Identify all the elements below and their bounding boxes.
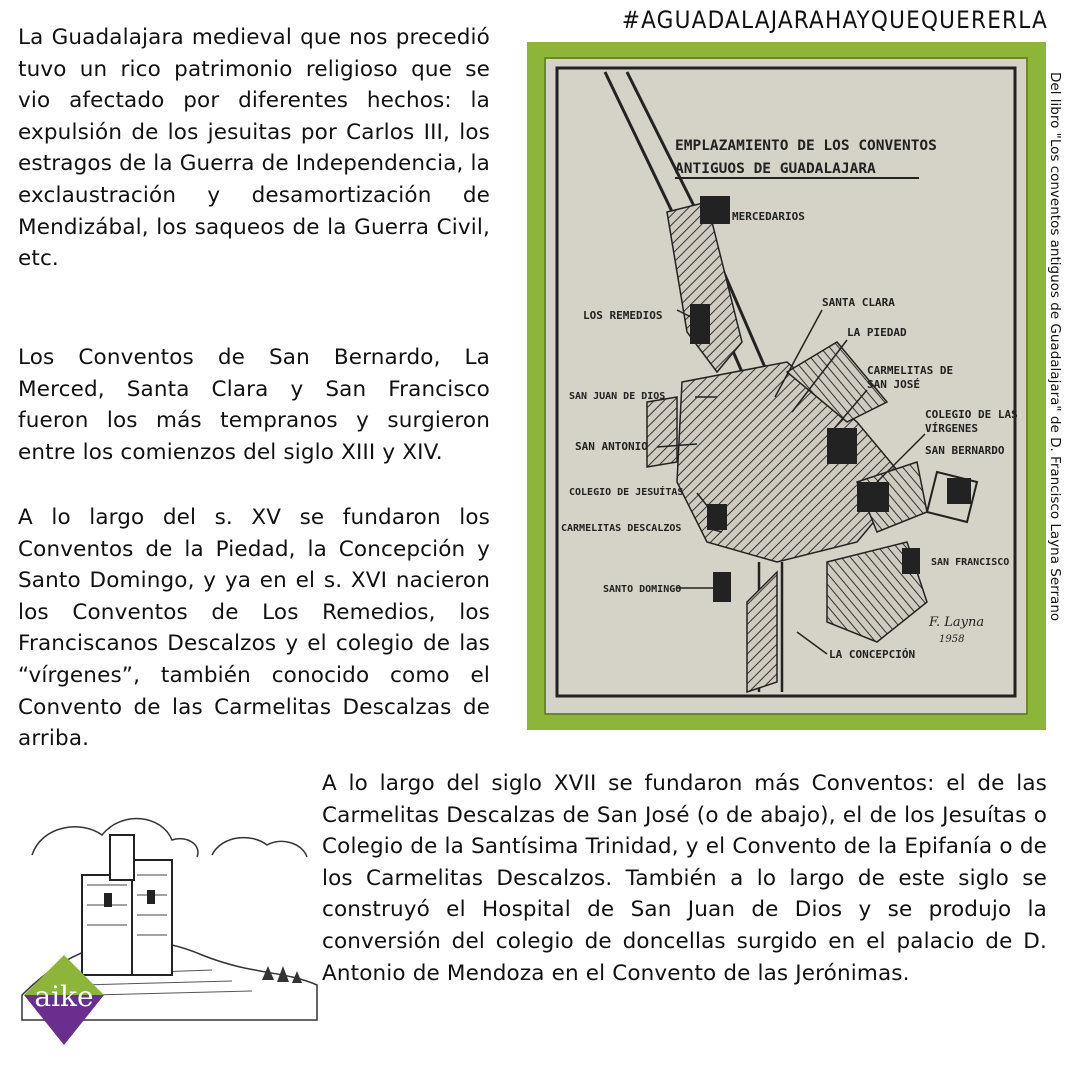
label-la-piedad: LA PIEDAD (847, 326, 907, 339)
castle-illustration (12, 795, 322, 1065)
label-colegio-virgenes-1: COLEGIO DE LAS (925, 408, 1018, 421)
paragraph-xv-xvi: A lo largo del s. XV se fundaron los Conventos de la Piedad, la Concepción y Santo Domingo, y ya en el s. XVI nacieron los Conventos de Los Remedios, los Franciscanos Descalzos y el colegio de las “vírgenes”, también conocido como el Convento de las Carmelitas Descalzas de arriba. (18, 505, 490, 752)
label-carmelitas-descalzos: CARMELITAS DESCALZOS (561, 523, 682, 534)
paragraph-intro: La Guadalajara medieval que nos precedió tuvo un rico patrimonio religioso que se vio afectado por diferentes hechos: la expulsión de los jesuitas por Carlos III, los estragos de la Guerra de Independencia, la exclaustración y desamortización de Mendizábal, los saqueos de la Guerra Civil, etc. (18, 25, 490, 272)
paragraph-early-convents: Los Conventos de San Bernardo, La Merced, Santa Clara y San Francisco fueron los más tempranos y surgieron entre los comienzos del siglo XIII y XIV. (18, 345, 490, 465)
convent-map (527, 42, 1046, 730)
label-mercedarios: MERCEDARIOS (732, 210, 805, 223)
label-santa-clara: SANTA CLARA (822, 296, 895, 309)
label-san-antonio: SAN ANTONIO (575, 440, 648, 453)
map-signature: F. Layna (929, 615, 985, 630)
source-credit: Del libro "Los conventos antiguos de Guadalajara" de D. Francisco Layna Serrano (1047, 72, 1063, 622)
label-carmelitas-2: SAN JOSÉ (867, 378, 920, 391)
label-colegio-jesuitas: COLEGIO DE JESUÍTAS (569, 487, 684, 498)
map-year: 1958 (939, 634, 965, 645)
label-los-remedios: LOS REMEDIOS (583, 309, 663, 322)
map-title-line1: EMPLAZAMIENTO DE LOS CONVENTOS (675, 138, 937, 154)
aike-logo-text: aike (34, 980, 94, 1013)
label-san-juan-de-dios: SAN JUAN DE DIOS (569, 391, 666, 402)
label-colegio-virgenes-2: VÍRGENES (925, 422, 978, 435)
label-san-francisco: SAN FRANCISCO (931, 557, 1010, 568)
map-title-line2: ANTIGUOS DE GUADALAJARA (675, 161, 876, 177)
label-carmelitas-1: CARMELITAS DE (867, 364, 954, 377)
paragraph-xvii: A lo largo del siglo XVII se fundaron más Conventos: el de las Carmelitas Descalzas de San José (o de abajo), el de los Jesuítas o Colegio de la Santísima Trinidad, y el Convento de la Epifanía o de los Carmelitas Descalzos. También a lo largo de este siglo se construyó el Hospital de San Juan de Dios y se produjo la conversión del colegio de doncellas surgido en el palacio de D. Antonio de Mendoza en el Convento de las Jerónimas. (322, 771, 1047, 986)
label-san-bernardo: SAN BERNARDO (925, 444, 1005, 457)
map-drawing (527, 42, 1046, 730)
hashtag: #AGUADALAJARAHAYQUEQUERERLA (621, 6, 1048, 34)
label-santo-domingo: SANTO DOMINGO (603, 584, 682, 595)
label-la-concepcion: LA CONCEPCIÓN (829, 648, 916, 661)
